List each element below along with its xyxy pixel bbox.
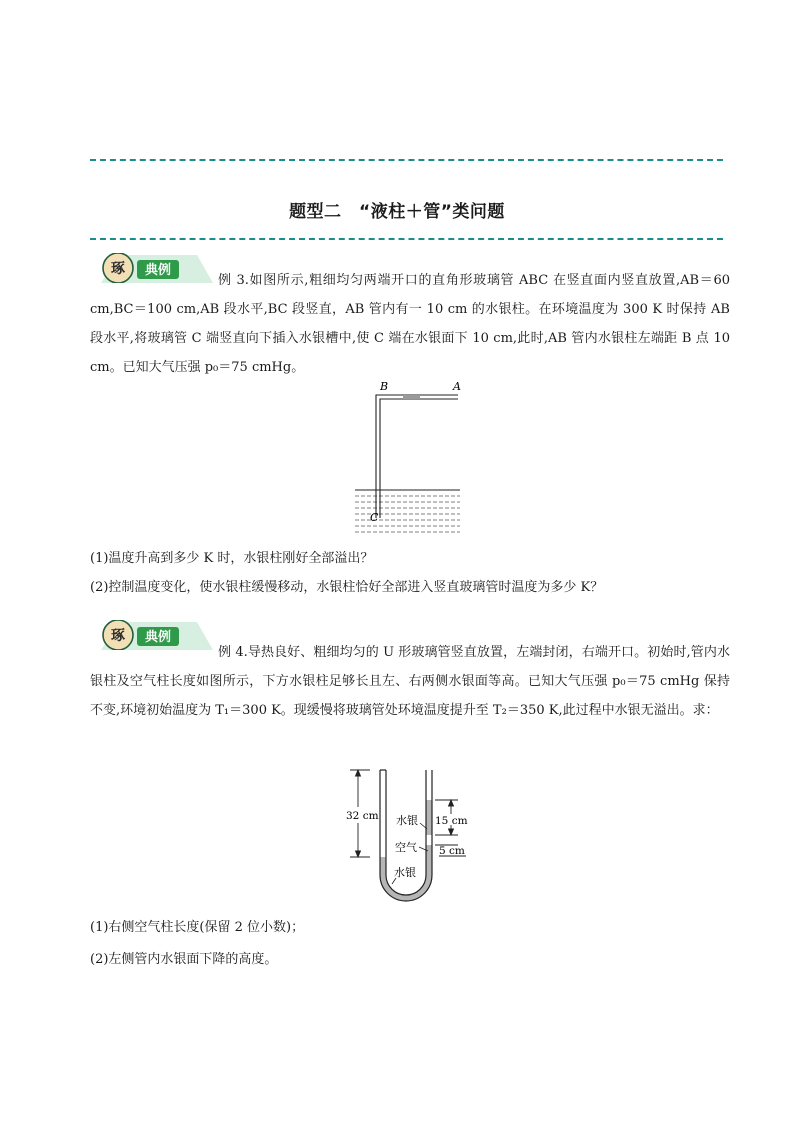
top-dashed-divider <box>90 159 723 161</box>
example4-figure <box>340 765 480 910</box>
seal-char: 琢 <box>111 628 125 644</box>
example4-question-2: (2)左侧管内水银面下降的高度。 <box>90 952 278 967</box>
air-label: 空气 <box>395 841 417 854</box>
u-tube <box>380 770 432 901</box>
seal-char: 琢 <box>111 261 125 277</box>
section-title: 题型二 “液柱＋管”类问题 <box>289 202 505 222</box>
air-length-label: 5 cm <box>439 845 465 857</box>
upper-mercury-label: 水银 <box>396 814 418 827</box>
bottom-dashed-divider <box>90 238 723 240</box>
example3-question-2: (2)控制温度变化，使水银柱缓慢移动，水银柱恰好全部进入竖直玻璃管时温度为多少 K？ <box>90 580 604 595</box>
example3-text: 例 3.如图所示,粗细均匀两端开口的直角形玻璃管 ABC 在竖直面内竖直放置,AB＝60 cm,BC＝100 cm,AB 段水平,BC 段竖直，AB 管内有一 10 cm 的水银柱。在环境温度为 300 K 时保持 AB 段水平,将玻璃管 C 端竖直向下插入水银槽中,使 C 端在水银面下 10 cm,此时,AB 管内水银柱左端距 B 点 10 cm。已知大气压强 p₀＝75 cmHg。 <box>90 273 730 375</box>
right-upper-mercury <box>426 800 432 835</box>
example4-text: 例 4.导热良好、粗细均匀的 U 形玻璃管竖直放置，左端封闭，右端开口。初始时,管内水银柱及空气柱长度如图所示，下方水银柱足够长且左、右两侧水银面等高。已知大气压强 p₀＝75 cmHg 保持不变,环境初始温度为 T₁＝300 K。现缓慢将玻璃管处环境温度提升至 T₂＝350 K,此过程中水银无溢出。求： <box>90 645 730 718</box>
badge-label: 典例 <box>144 630 172 645</box>
label-c: C <box>370 511 379 524</box>
example4-question-1: (1)右侧空气柱长度(保留 2 位小数)； <box>90 920 305 935</box>
mercury-length-label: 15 cm <box>435 815 468 827</box>
left-height-label: 32 cm <box>346 810 379 822</box>
example3-question-1: (1)温度升高到多少 K 时，水银柱刚好全部溢出？ <box>90 551 374 566</box>
mercury-column <box>403 395 420 399</box>
label-b: B <box>380 380 389 393</box>
label-a: A <box>453 380 461 393</box>
example3-figure <box>340 378 470 538</box>
right-angle-tube <box>376 395 458 518</box>
badge-label: 典例 <box>144 263 172 278</box>
lower-mercury-label: 水银 <box>394 866 416 879</box>
